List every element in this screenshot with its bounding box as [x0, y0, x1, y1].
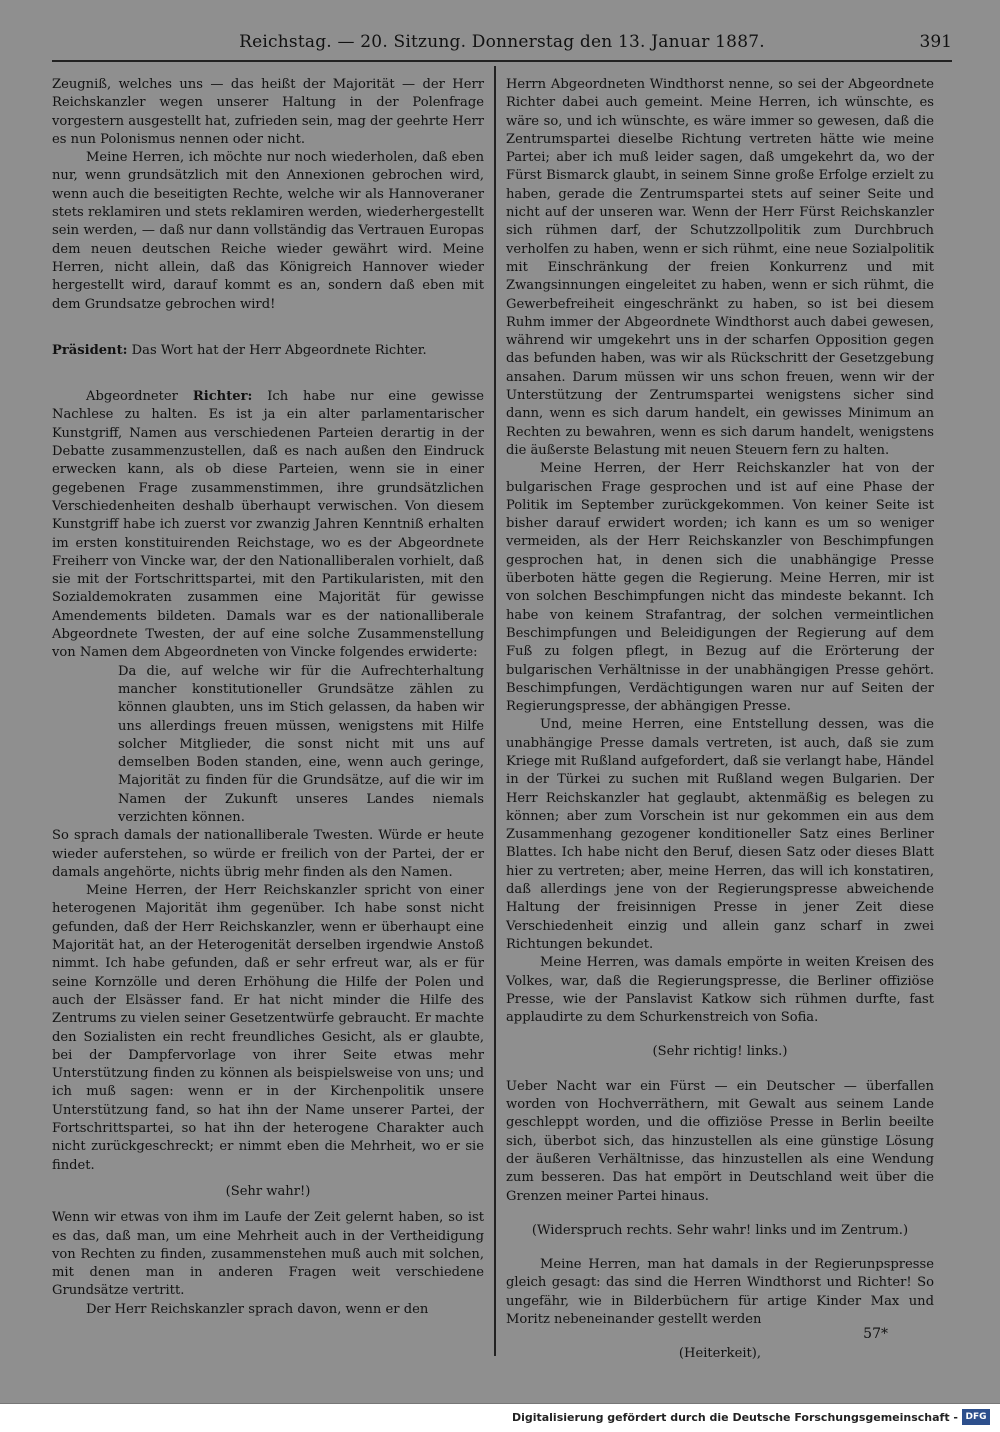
- header-rule: [52, 60, 952, 62]
- paragraph: Wenn wir etwas von ihm im Laufe der Zeit gelernt haben, so ist es das, daß man, um eine Mehrheit auch in der Vertheidigung von Rechten zu finden, zusammenstehen muß auch mit solchen, mit denen man in anderen Fragen weit verschiedene Grundsätze vertritt.: [52, 1210, 484, 1299]
- interjection: (Sehr wahr!): [225, 1183, 311, 1199]
- page-number: 391: [919, 32, 952, 52]
- right-column: [506, 76, 934, 1364]
- paragraph: Meine Herren, was damals empörte in weiten Kreisen des Volkes, war, daß die Regierungspresse, die Berliner offiziöse Presse, wie der Panslavist Katkow sich rühmen durfte, fast applaudirte zu dem Schurkenstreich von Sofia.: [506, 955, 934, 1026]
- header-title: Reichstag. — 20. Sitzung. Donnerstag den 13. Januar 1887.: [239, 32, 765, 52]
- interjection: (Widerspruch rechts. Sehr wahr! links und im Zentrum.): [531, 1222, 909, 1238]
- president-text: Das Wort hat der Herr Abgeordnete Richter.: [131, 342, 427, 358]
- paragraph: Und, meine Herren, eine Entstellung dessen, was die unabhängige Presse damals vertreten, ist auch, daß sie zum Kriege mit Rußland aufgefordert, daß sie verlangt habe, Händel in der Türkei zu suchen mit Rußland wegen Bulgarien. Der Herr Reichskanzler hat geglaubt, aktenmäßig es belegen zu können; aber zum Vorschein ist nur gekommen ein aus dem Zusammenhang gezogener konditioneller Satz eines Berliner Blattes. Ich habe nicht den Beruf, diesen Satz oder dieses Blatt hier zu vertreten; aber, meine Herren, das will ich konstatiren, daß allerdings jene von der Regierungspresse abweichende Haltung der freisinnigen Presse in jener Zeit diese Verschiedenheit einzig und allein ganz scharf in zwei Richtungen bekundet.: [506, 717, 934, 952]
- paragraph: Meine Herren, der Herr Reichskanzler hat von der bulgarischen Frage gesprochen und ist auf eine Phase der Politik im September zurückgekommen. Von keiner Seite ist bisher darauf erwidert worden; ich kann es um so weniger vermeiden, als der Herr Reichskanzler von Beschimpfungen gesprochen hat, in denen sich die unabhängige Presse überboten hätte gegen die Regierung. Meine Herren, mir ist von solchen Beschimpfungen nicht das mindeste bekannt. Ich habe von keinem Strafantrag, der solchen vermeintlichen Beschimpfungen und Beleidigungen der Regierung auf dem Fuß zu folgen pflegt, in Bezug auf die Erörterung der bulgarischen Verhältnisse in der unabhängigen Presse gehört. Beschimpfungen, Verdächtigungen waren nur auf Seiten der Regierungspresse, der abhängigen Presse.: [506, 461, 934, 715]
- interjection: (Heiterkeit),: [678, 1346, 762, 1362]
- block-quote: Da die, auf welche wir für die Aufrechterhaltung mancher konstitutioneller Grundsätze zählen zu können glaubten, uns im Stich gelassen, da haben wir uns allerdings freuen müssen, wenigstens mit Hilfe solcher Mitglieder, die sonst nicht mit uns auf demselben Boden standen, eine, wenn auch geringe, Majorität zu finden für die Grundsätze, auf die wir im Namen der Zukunft unseres Landes niemals verzichten können.: [118, 663, 484, 825]
- paragraph: Meine Herren, man hat damals in der Regierunpspresse gleich gesagt: das sind die Herren Windthorst und Richter! So ungefähr, wie in Bilderbüchern für artige Kinder Max und Moritz nebeneinander gestellt werden: [506, 1257, 934, 1327]
- dfg-logo-icon: DFG: [962, 1409, 990, 1425]
- paragraph: Herrn Abgeordneten Windthorst nenne, so sei der Abgeordnete Richter dabei auch gemeint. Meine Herren, ich wünschte, es wäre so, und ich wünschte, es wäre immer so gewesen, daß die Zentrumspartei dieselbe Richtung vertreten hätte wie meine Partei; aber ich muß leider sagen, daß umgekehrt da, wo der Fürst Bismarck glaubt, in seinem Sinne große Erfolge erzielt zu haben, gerade die Zentrumspartei stets auf seiner Seite und nicht auf der unseren war. Wenn der Herr Fürst Reichskanzler sich rühmen darf, der Schutzzollpolitik zum Durchbruch verholfen zu haben, wenn er sich rühmt, eine neue Sozialpolitik mit Einschränkung der freien Konkurrenz und mit Zwangsinnungen eingeleitet zu haben, wenn er sich rühmt, die Gewerbefreiheit eingeschränkt zu haben, so ist bei diesem Ruhm immer der Abgeordnete Windthorst auch dabei gewesen, während wir umgekehrt uns in der scharfen Opposition gegen das befunden haben, was wir als Rückschritt der Gesetzgebung ansahen. Darum müssen wir uns schon freuen, wenn wir der Unterstützung der Zentrumspartei wenigstens sicher sind dann, wenn es sich darum handelt, ein gewisses Minimum an Rechten zu bewahren, wenn es sich darum handelt, wenigstens die äußerste Belastung mit neuen Steuern fern zu halten.: [506, 77, 934, 458]
- president-label: Präsident:: [52, 342, 128, 358]
- paragraph: So sprach damals der nationalliberale Twesten. Würde er heute wieder auferstehen, so würde er freilich von der Partei, der er damals angehörte, nichts übrig mehr finden als den Namen.: [52, 828, 484, 880]
- speaker-name: Richter:: [192, 389, 253, 405]
- paragraph: Ueber Nacht war ein Fürst — ein Deutscher — überfallen worden von Hochverräthern, mit Gewalt aus seinem Lande geschleppt worden, und die offiziöse Presse in Berlin beeilte sich, überbot sich, das hinzustellen als eine günstige Lösung der äußeren Verhältnisse, das hinzustellen als eine Wendung zum besseren. Das hat empört in Deutschland weit über die Grenzen meiner Partei hinaus.: [506, 1078, 934, 1204]
- paragraph: Meine Herren, der Herr Reichskanzler spricht von einer heterogenen Majorität ihm gegenüber. Ich habe sonst nicht gefunden, daß der Herr Reichskanzler, wenn er überhaupt eine Majorität hat, an der Heterogenität derselben irgendwie Anstoß nimmt. Ich habe gefunden, daß er sehr erfreut war, als er für seine Kornzölle und deren Erhöhung die Hilfe der Polen und auch der Elsässer fand. Er hat nicht minder die Hilfe des Zentrums zu vielen seiner Gesetzentwürfe gebraucht. Er machte den Sozialisten ein recht freundliches Gesicht, als er glaubte, bei der Dampfervorlage von ihrer Seite etwas mehr Unterstützung finden zu können als beispielsweise von uns; und ich muß sagen: wenn er in der Kirchenpolitik unsere Unterstützung fand, so hat ihn der Name unserer Partei, der Fortschrittspartei, so hat ihn der heterogene Charakter auch nicht zurückgeschreckt; er nimmt eben die Mehrheit, wo er sie findet.: [52, 883, 484, 1173]
- speaker-intro: Abgeordneter: [86, 389, 178, 405]
- digitization-footer: [0, 1403, 1000, 1432]
- speech-text: Ich habe nur eine gewisse Nachlese zu halten. Es ist ja ein alter parlamentarischer Kunstgriff, Namen aus verschiedenen Parteien derartig in der Debatte zusammenzustellen, daß es nach außen den Eindruck erwecken kann, als ob diese Parteien, wenn sie in einer gegebenen Frage zusammenstimmen, ihre grundsätzlichen Verschiedenheiten deshalb überhaupt verwischen. Von diesem Kunstgriff habe ich zuerst vor zwanzig Jahren Kenntniß erhalten im ersten konstituirenden Reichstage, wo es der Abgeordnete Freiherr von Vincke war, der den Nationalliberalen vorhielt, daß sie mit der Fortschrittspartei, mit den Partikularisten, mit den Sozialdemokraten zusammen eine Majorität für gewisse Amendements bildeten. Damals war es der nationalliberale Abgeordnete Twesten, der auf eine solche Zusammenstellung von Namen dem Abgeordneten von Vincke folgendes erwiderte:: [52, 389, 484, 661]
- page-header: [52, 32, 952, 56]
- digitization-note: Digitalisierung gefördert durch die Deutsche Forschungsgemeinschaft -: [511, 1411, 958, 1424]
- signature-mark: 57*: [863, 1326, 888, 1342]
- paragraph: Meine Herren, ich möchte nur noch wiederholen, daß eben nur, wenn grundsätzlich mit den Annexionen gebrochen wird, wenn auch die beseitigten Rechte, welche wir als Hannoveraner stets reklamiren und stets reklamiren werden, wiederhergestellt sein werden, — daß nur dann vollständig das Vertrauen Europas dem neuen deutschen Reiche wieder gewährt wird. Meine Herren, nicht allein, daß das Königreich Hannover wieder hergestellt wird, darauf kommt es an, sondern daß eben mit dem Grundsatze gebrochen wird!: [52, 150, 484, 312]
- speech-paragraph: [52, 388, 484, 662]
- interjection: (Sehr richtig! links.): [652, 1044, 788, 1060]
- left-column: [52, 76, 484, 1319]
- paragraph: Der Herr Reichskanzler sprach davon, wenn er den: [86, 1301, 429, 1317]
- paragraph: Zeugniß, welches uns — das heißt der Majorität — der Herr Reichskanzler wegen unserer Haltung in der Polenfrage vorgestern ausgestellt hat, zufrieden sein, mag der geehrte Herr es nun Polonismus nennen oder nicht.: [52, 77, 484, 147]
- column-divider: [494, 66, 496, 1356]
- president-statement: [52, 342, 484, 360]
